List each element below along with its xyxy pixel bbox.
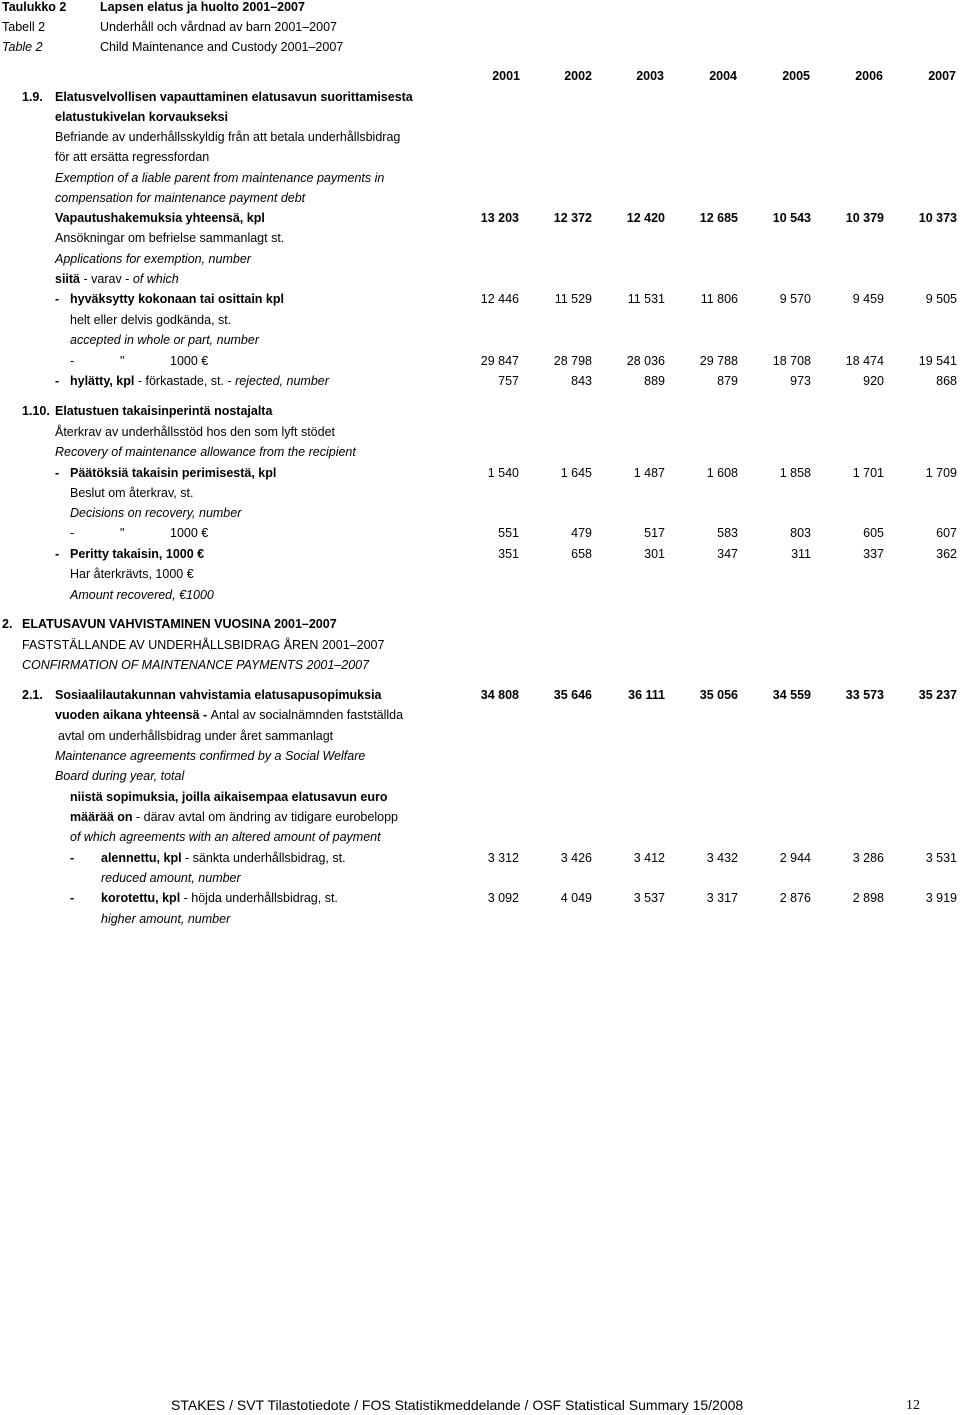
section-heading: ELATUSAVUN VAHVISTAMINEN VUOSINA 2001–2007 (22, 617, 337, 631)
value-cell: 11 529 (554, 292, 592, 306)
row-dash: - (55, 374, 60, 388)
value-cell: 28 798 (553, 354, 592, 368)
section-heading-sv: Återkrav av underhållsstöd hos den som lyft stödet (55, 425, 336, 439)
value-cell: 10 543 (772, 211, 811, 225)
value-cell: 803 (790, 526, 811, 540)
year-col: 2007 (928, 69, 956, 83)
value-cell: 658 (571, 547, 592, 561)
row-label-sv: Ansökningar om befrielse sammanlagt st. (55, 231, 285, 245)
row-dash: - (55, 466, 60, 480)
value-cell: 607 (936, 526, 957, 540)
value-cell: 583 (717, 526, 738, 540)
value-cell: 11 531 (627, 292, 665, 306)
row-label-sv: Beslut om återkrav, st. (70, 486, 194, 500)
value-cell: 605 (863, 526, 884, 540)
value-cell: 1 645 (560, 466, 592, 480)
value-cell: 757 (498, 374, 519, 388)
value-cell: 479 (571, 526, 592, 540)
value-cell: 2 876 (779, 891, 811, 905)
value-cell: 868 (936, 374, 957, 388)
value-cell: 1 608 (706, 466, 738, 480)
section-heading: Elatusvelvollisen vapauttaminen elatusavun suorittamisesta (55, 90, 413, 104)
value-cell: 551 (498, 526, 519, 540)
row-label-en: Amount recovered, €1000 (70, 588, 214, 602)
year-col: 2004 (709, 69, 737, 83)
year-col: 2006 (855, 69, 883, 83)
value-cell: 3 426 (560, 851, 592, 865)
section-number: 2. (2, 617, 13, 631)
row-dash: - (55, 292, 60, 306)
value-cell: 33 573 (845, 688, 884, 702)
value-cell: 311 (791, 547, 811, 561)
value-cell: 3 537 (633, 891, 665, 905)
value-cell: 879 (717, 374, 738, 388)
value-cell: 10 373 (918, 211, 957, 225)
ditto-mark: " (120, 526, 125, 540)
section-heading-en: Maintenance agreements confirmed by a Social Welfare (55, 749, 366, 763)
value-cell: 351 (498, 547, 519, 561)
value-cell: 1 701 (852, 466, 884, 480)
value-cell: 4 049 (560, 891, 592, 905)
value-cell: 301 (644, 547, 665, 561)
section-heading-en: Exemption of a liable parent from maintenance payments in (55, 171, 385, 185)
row-label: alennettu, kpl - sänkta underhållsbidrag, st. (101, 851, 346, 865)
section-heading-en: Board during year, total (55, 769, 185, 783)
table-number-en: Table 2 (2, 40, 43, 54)
row-label-en: Applications for exemption, number (55, 252, 251, 266)
value-cell: 3 531 (925, 851, 957, 865)
value-cell: 12 685 (699, 211, 738, 225)
value-cell: 517 (644, 526, 665, 540)
row-label-en: reduced amount, number (101, 871, 241, 885)
value-cell: 1 540 (487, 466, 519, 480)
value-cell: 12 372 (553, 211, 592, 225)
table-number-fi: Taulukko 2 (2, 0, 67, 14)
value-cell: 10 379 (845, 211, 884, 225)
unit-label: 1000 € (170, 526, 209, 540)
section-heading-en: CONFIRMATION OF MAINTENANCE PAYMENTS 2001–2007 (22, 658, 370, 672)
value-cell: 29 788 (699, 354, 738, 368)
row-label-en: accepted in whole or part, number (70, 333, 259, 347)
value-cell: 3 286 (852, 851, 884, 865)
value-cell: 3 317 (706, 891, 738, 905)
row-dash: - (70, 526, 75, 540)
table-title-sv: Underhåll och vårdnad av barn 2001–2007 (100, 20, 337, 34)
value-cell: 18 474 (845, 354, 884, 368)
section-heading-en: compensation for maintenance payment debt (55, 191, 306, 205)
row-label: korotettu, kpl - höjda underhållsbidrag, st. (101, 891, 338, 905)
ditto-mark: " (120, 354, 125, 368)
value-cell: 18 708 (772, 354, 811, 368)
value-cell: 9 570 (779, 292, 811, 306)
row-dash: - (70, 851, 75, 865)
value-cell: 2 898 (852, 891, 884, 905)
value-cell: 1 487 (633, 466, 665, 480)
value-cell: 920 (863, 374, 884, 388)
section-number: 1.10. (22, 404, 50, 418)
section-number: 1.9. (22, 90, 43, 104)
value-cell: 3 919 (925, 891, 957, 905)
value-cell: 34 559 (772, 688, 811, 702)
year-col: 2001 (492, 69, 520, 83)
sub-heading-en: of which agreements with an altered amount of payment (70, 830, 381, 844)
section-heading: elatustukivelan korvaukseksi (55, 110, 229, 124)
sub-heading: niistä sopimuksia, joilla aikaisempaa elatusavun euro (70, 790, 388, 804)
value-cell: 843 (571, 374, 592, 388)
value-cell: 35 237 (918, 688, 957, 702)
value-cell: 973 (790, 374, 811, 388)
row-label: hylätty, kpl - förkastade, st. - rejected, number (70, 374, 329, 388)
row-label: Päätöksiä takaisin perimisestä, kpl (70, 466, 277, 480)
section-heading-en: Recovery of maintenance allowance from the recipient (55, 445, 356, 459)
unit-label: 1000 € (170, 354, 209, 368)
value-cell: 36 111 (628, 688, 665, 702)
value-cell: 34 808 (480, 688, 519, 702)
row-label-sv: Har återkrävts, 1000 € (70, 567, 194, 581)
page-footer: STAKES / SVT Tilastotiedote / FOS Statistikmeddelande / OSF Statistical Summary 15/2008 (171, 1397, 744, 1413)
section-heading-sv: för att ersätta regressfordan (55, 150, 210, 164)
table-title-fi: Lapsen elatus ja huolto 2001–2007 (100, 0, 305, 14)
value-cell: 12 420 (626, 211, 665, 225)
of-which-label: siitä - varav - of which (55, 272, 179, 286)
value-cell: 13 203 (480, 211, 519, 225)
value-cell: 2 944 (779, 851, 811, 865)
value-cell: 347 (717, 547, 738, 561)
section-heading-sv: FASTSTÄLLANDE AV UNDERHÅLLSBIDRAG ÅREN 2001–2007 (22, 638, 385, 652)
row-dash: - (70, 354, 75, 368)
year-col: 2003 (636, 69, 664, 83)
value-cell: 1 858 (779, 466, 811, 480)
section-heading: Elatustuen takaisinperintä nostajalta (55, 404, 273, 418)
row-label-en: Decisions on recovery, number (70, 506, 242, 520)
value-cell: 9 505 (925, 292, 957, 306)
table-title-en: Child Maintenance and Custody 2001–2007 (100, 40, 344, 54)
value-cell: 889 (644, 374, 665, 388)
section-heading: vuoden aikana yhteensä - Antal av socialnämnden fastställda (55, 708, 404, 722)
value-cell: 337 (863, 547, 884, 561)
section-heading-sv: avtal om underhållsbidrag under året sammanlagt (58, 729, 334, 743)
row-label: Vapautushakemuksia yhteensä, kpl (55, 211, 265, 225)
value-cell: 3 432 (706, 851, 738, 865)
value-cell: 12 446 (480, 292, 519, 306)
row-label: hyväksytty kokonaan tai osittain kpl (70, 292, 284, 306)
value-cell: 35 646 (553, 688, 592, 702)
year-col: 2002 (564, 69, 592, 83)
value-cell: 9 459 (852, 292, 884, 306)
page-number: 12 (906, 1398, 920, 1413)
value-cell: 1 709 (925, 466, 957, 480)
year-col: 2005 (782, 69, 810, 83)
row-dash: - (55, 547, 60, 561)
row-label-en: higher amount, number (101, 912, 231, 926)
value-cell: 3 092 (487, 891, 519, 905)
value-cell: 29 847 (480, 354, 519, 368)
row-label-sv: helt eller delvis godkända, st. (70, 313, 232, 327)
sub-heading: määrää on - därav avtal om ändring av tidigare eurobelopp (70, 810, 398, 824)
value-cell: 19 541 (918, 354, 957, 368)
section-number: 2.1. (22, 688, 43, 702)
value-cell: 35 056 (699, 688, 738, 702)
table-number-sv: Tabell 2 (2, 20, 46, 34)
value-cell: 11 806 (700, 292, 738, 306)
row-dash: - (70, 891, 75, 905)
value-cell: 3 412 (633, 851, 665, 865)
section-heading-sv: Befriande av underhållsskyldig från att betala underhållsbidrag (55, 130, 401, 144)
value-cell: 3 312 (487, 851, 519, 865)
section-heading: Sosiaalilautakunnan vahvistamia elatusapusopimuksia (55, 688, 382, 702)
value-cell: 362 (936, 547, 957, 561)
value-cell: 28 036 (626, 354, 665, 368)
row-label: Peritty takaisin, 1000 € (70, 547, 205, 561)
